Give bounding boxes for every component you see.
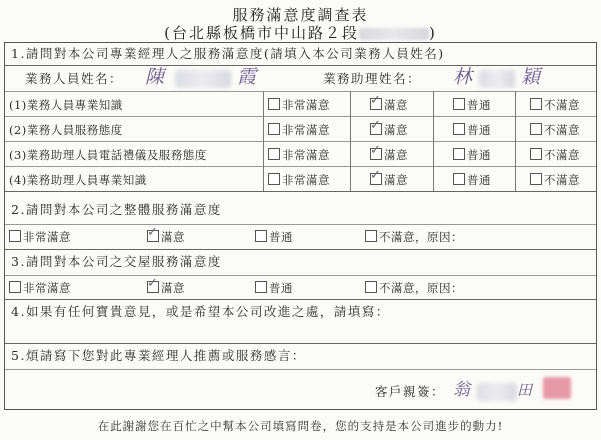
section2-title: 2.請問對本公司之整體服務滿意度 (11, 202, 222, 217)
opt-dissatisfied[interactable]: 不滿意 (530, 173, 580, 187)
signature-label: 客戶親簽： (375, 384, 446, 399)
opt-satisfied[interactable]: ✓ 滿意 (147, 225, 185, 244)
opt-dissatisfied-reason[interactable]: 不滿意，原因： (365, 230, 463, 244)
opt-neutral[interactable]: 普通 (453, 148, 491, 162)
opt-neutral[interactable]: 普通 (453, 98, 491, 112)
opt-very-satisfied[interactable]: 非常滿意 (268, 123, 330, 137)
opt-dissatisfied-reason[interactable]: 不滿意，原因： (365, 281, 463, 295)
signature-first: 翁 (453, 380, 472, 400)
opt-very-satisfied[interactable]: 非常滿意 (268, 148, 330, 162)
rating-row-label: (1)業務人員專業知識 (9, 98, 123, 112)
opt-very-satisfied[interactable]: 非常滿意 (9, 230, 71, 244)
rating-row-label: (3)業務助理人員電話禮儀及服務態度 (9, 148, 207, 162)
redacted-address (359, 28, 429, 40)
opt-satisfied[interactable]: ✓ 滿意 (370, 143, 408, 162)
opt-very-satisfied[interactable]: 非常滿意 (9, 281, 71, 295)
opt-satisfied[interactable]: ✓ 滿意 (147, 276, 185, 295)
opt-neutral[interactable]: 普通 (453, 173, 491, 187)
check-icon: ✓ (370, 118, 382, 133)
opt-very-satisfied[interactable]: 非常滿意 (268, 98, 330, 112)
assistant-name-first: 林 (453, 66, 475, 88)
check-icon: ✓ (147, 276, 159, 291)
check-icon: ✓ (370, 93, 382, 108)
form-subtitle (0, 24, 601, 42)
opt-dissatisfied[interactable]: 不滿意 (530, 123, 580, 137)
signature-last: 田 (517, 381, 535, 399)
subtitle-suffix: ) (429, 24, 437, 42)
rating-row-label: (2)業務人員服務態度 (9, 123, 123, 137)
assistant-name-label: 業務助理姓名： (323, 71, 422, 86)
subtitle-prefix: (台北縣板橋市中山路２段 (164, 24, 359, 42)
signature-redacted (477, 383, 517, 401)
form-title: 服務滿意度調查表 (232, 6, 369, 24)
agent-name-last: 霞 (237, 66, 259, 88)
opt-neutral[interactable]: 普通 (255, 281, 293, 295)
seal-stamp (543, 377, 571, 399)
agent-name-label: 業務人員姓名： (25, 71, 124, 86)
section4-title: 4.如果有任何寶貴意見，或是希望本公司改進之處，請填寫： (11, 304, 390, 319)
opt-very-satisfied[interactable]: 非常滿意 (268, 173, 330, 187)
opt-dissatisfied[interactable]: 不滿意 (530, 98, 580, 112)
rating-row-label: (4)業務助理人員專業知識 (9, 173, 147, 187)
assistant-name-redacted (479, 70, 515, 88)
agent-name-redacted (175, 70, 231, 88)
opt-neutral[interactable]: 普通 (453, 123, 491, 137)
thank-you-footer: 在此謝謝您在百忙之中幫本公司填寫問卷，您的支持是本公司進步的動力! (97, 419, 504, 433)
survey-form (4, 42, 597, 410)
opt-neutral[interactable]: 普通 (255, 230, 293, 244)
check-icon: ✓ (147, 225, 159, 240)
opt-satisfied[interactable]: ✓ 滿意 (370, 93, 408, 112)
section3-title: 3.請問對本公司之交屋服務滿意度 (11, 254, 222, 269)
opt-satisfied[interactable]: ✓ 滿意 (370, 168, 408, 187)
opt-dissatisfied[interactable]: 不滿意 (530, 148, 580, 162)
agent-name-first: 陳 (145, 66, 167, 88)
opt-satisfied[interactable]: ✓ 滿意 (370, 118, 408, 137)
section1-title: 1.請問對本公司專業經理人之服務滿意度(請填入本公司業務人員姓名) (11, 46, 445, 61)
assistant-name-last: 穎 (521, 66, 543, 88)
check-icon: ✓ (370, 168, 382, 183)
section5-title: 5.煩請寫下您對此專業經理人推薦或服務感言： (11, 348, 306, 363)
check-icon: ✓ (370, 143, 382, 158)
